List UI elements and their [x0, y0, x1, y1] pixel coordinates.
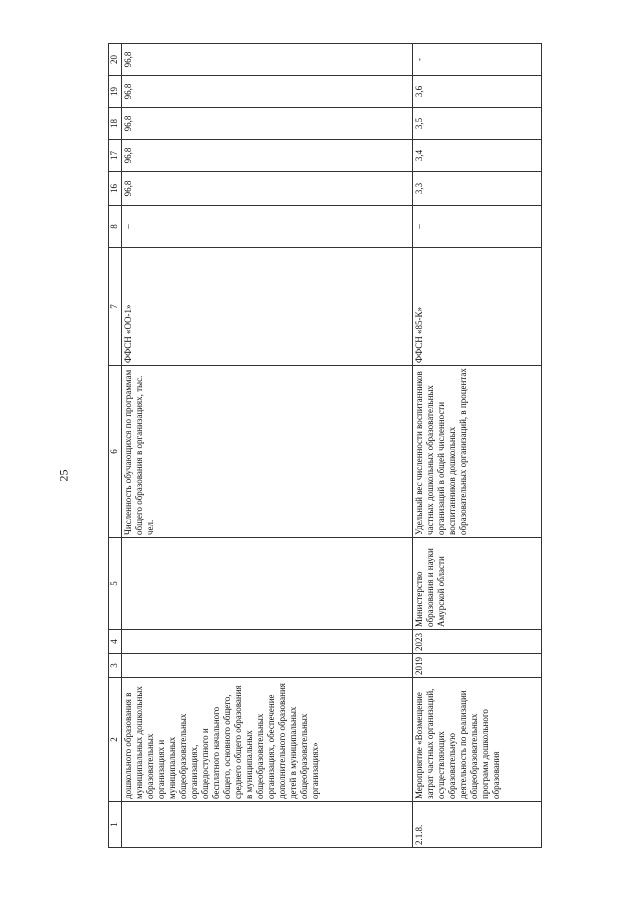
- value-col-17: 3,4: [413, 140, 542, 172]
- column-header: 16: [109, 172, 122, 206]
- value-col-18: 96,8: [122, 108, 413, 140]
- value-col-18: 3,5: [413, 108, 542, 140]
- table-row: [413, 44, 542, 848]
- column-header: 20: [109, 44, 122, 76]
- measure-name: дошкольного образования в муниципальных дошкольных образовательных организациях и муниципальных общеобразовательных организациях, общедоступного и бесплатного начального общего, основного общего, среднего общего образования в муниципальных общеобразовательных организациях, обеспечение дополнительного образования детей в муниципальных общеобразовательных организациях»: [122, 678, 413, 802]
- measure-name: Мероприятие «Возмещение затрат частных организаций, осуществляющих образовательную деятельность по реализации общеобразовательных программ дошкольного образования: [413, 678, 542, 802]
- row-number: [122, 802, 413, 848]
- column-header: 1: [109, 802, 122, 848]
- column-header: 7: [109, 248, 122, 366]
- source: ФФСН «ОО-1»: [122, 248, 413, 366]
- column-header: 2: [109, 678, 122, 802]
- start-year: [122, 654, 413, 678]
- start-year: 2019: [413, 654, 542, 678]
- executor: [122, 538, 413, 630]
- page-number: 25: [56, 469, 71, 482]
- value-col-20: -: [413, 44, 542, 76]
- executor: Министерство образования и науки Амурской области: [413, 538, 542, 630]
- column-header: 4: [109, 630, 122, 654]
- column-header: 3: [109, 654, 122, 678]
- value-col-17: 96,8: [122, 140, 413, 172]
- value-col-16: 96,8: [122, 172, 413, 206]
- column-header: 8: [109, 206, 122, 248]
- column-header: 6: [109, 366, 122, 538]
- value-col-20: 96,8: [122, 44, 413, 76]
- column-header: 18: [109, 108, 122, 140]
- document-table-container: [108, 44, 542, 848]
- column-header: 5: [109, 538, 122, 630]
- column-header: 19: [109, 76, 122, 108]
- source: ФФСН «85-К»: [413, 248, 542, 366]
- row-number: 2.1.8.: [413, 802, 542, 848]
- indicator: Удельный вес численности воспитанников частных дошкольных образовательных организаций в общей численности воспитанников дошкольных образовательных организаций, в процентах: [413, 366, 542, 538]
- column-header: 17: [109, 140, 122, 172]
- indicator: Численность обучающихся по программам общего образования в организациях, тыс. чел.: [122, 366, 413, 538]
- program-table: [108, 43, 542, 848]
- header-row: [109, 44, 122, 848]
- value-col-8: –: [122, 206, 413, 248]
- table-row: [122, 44, 413, 848]
- value-col-19: 96,8: [122, 76, 413, 108]
- end-year: 2023: [413, 630, 542, 654]
- end-year: [122, 630, 413, 654]
- value-col-8: –: [413, 206, 542, 248]
- value-col-16: 3,3: [413, 172, 542, 206]
- value-col-19: 3,6: [413, 76, 542, 108]
